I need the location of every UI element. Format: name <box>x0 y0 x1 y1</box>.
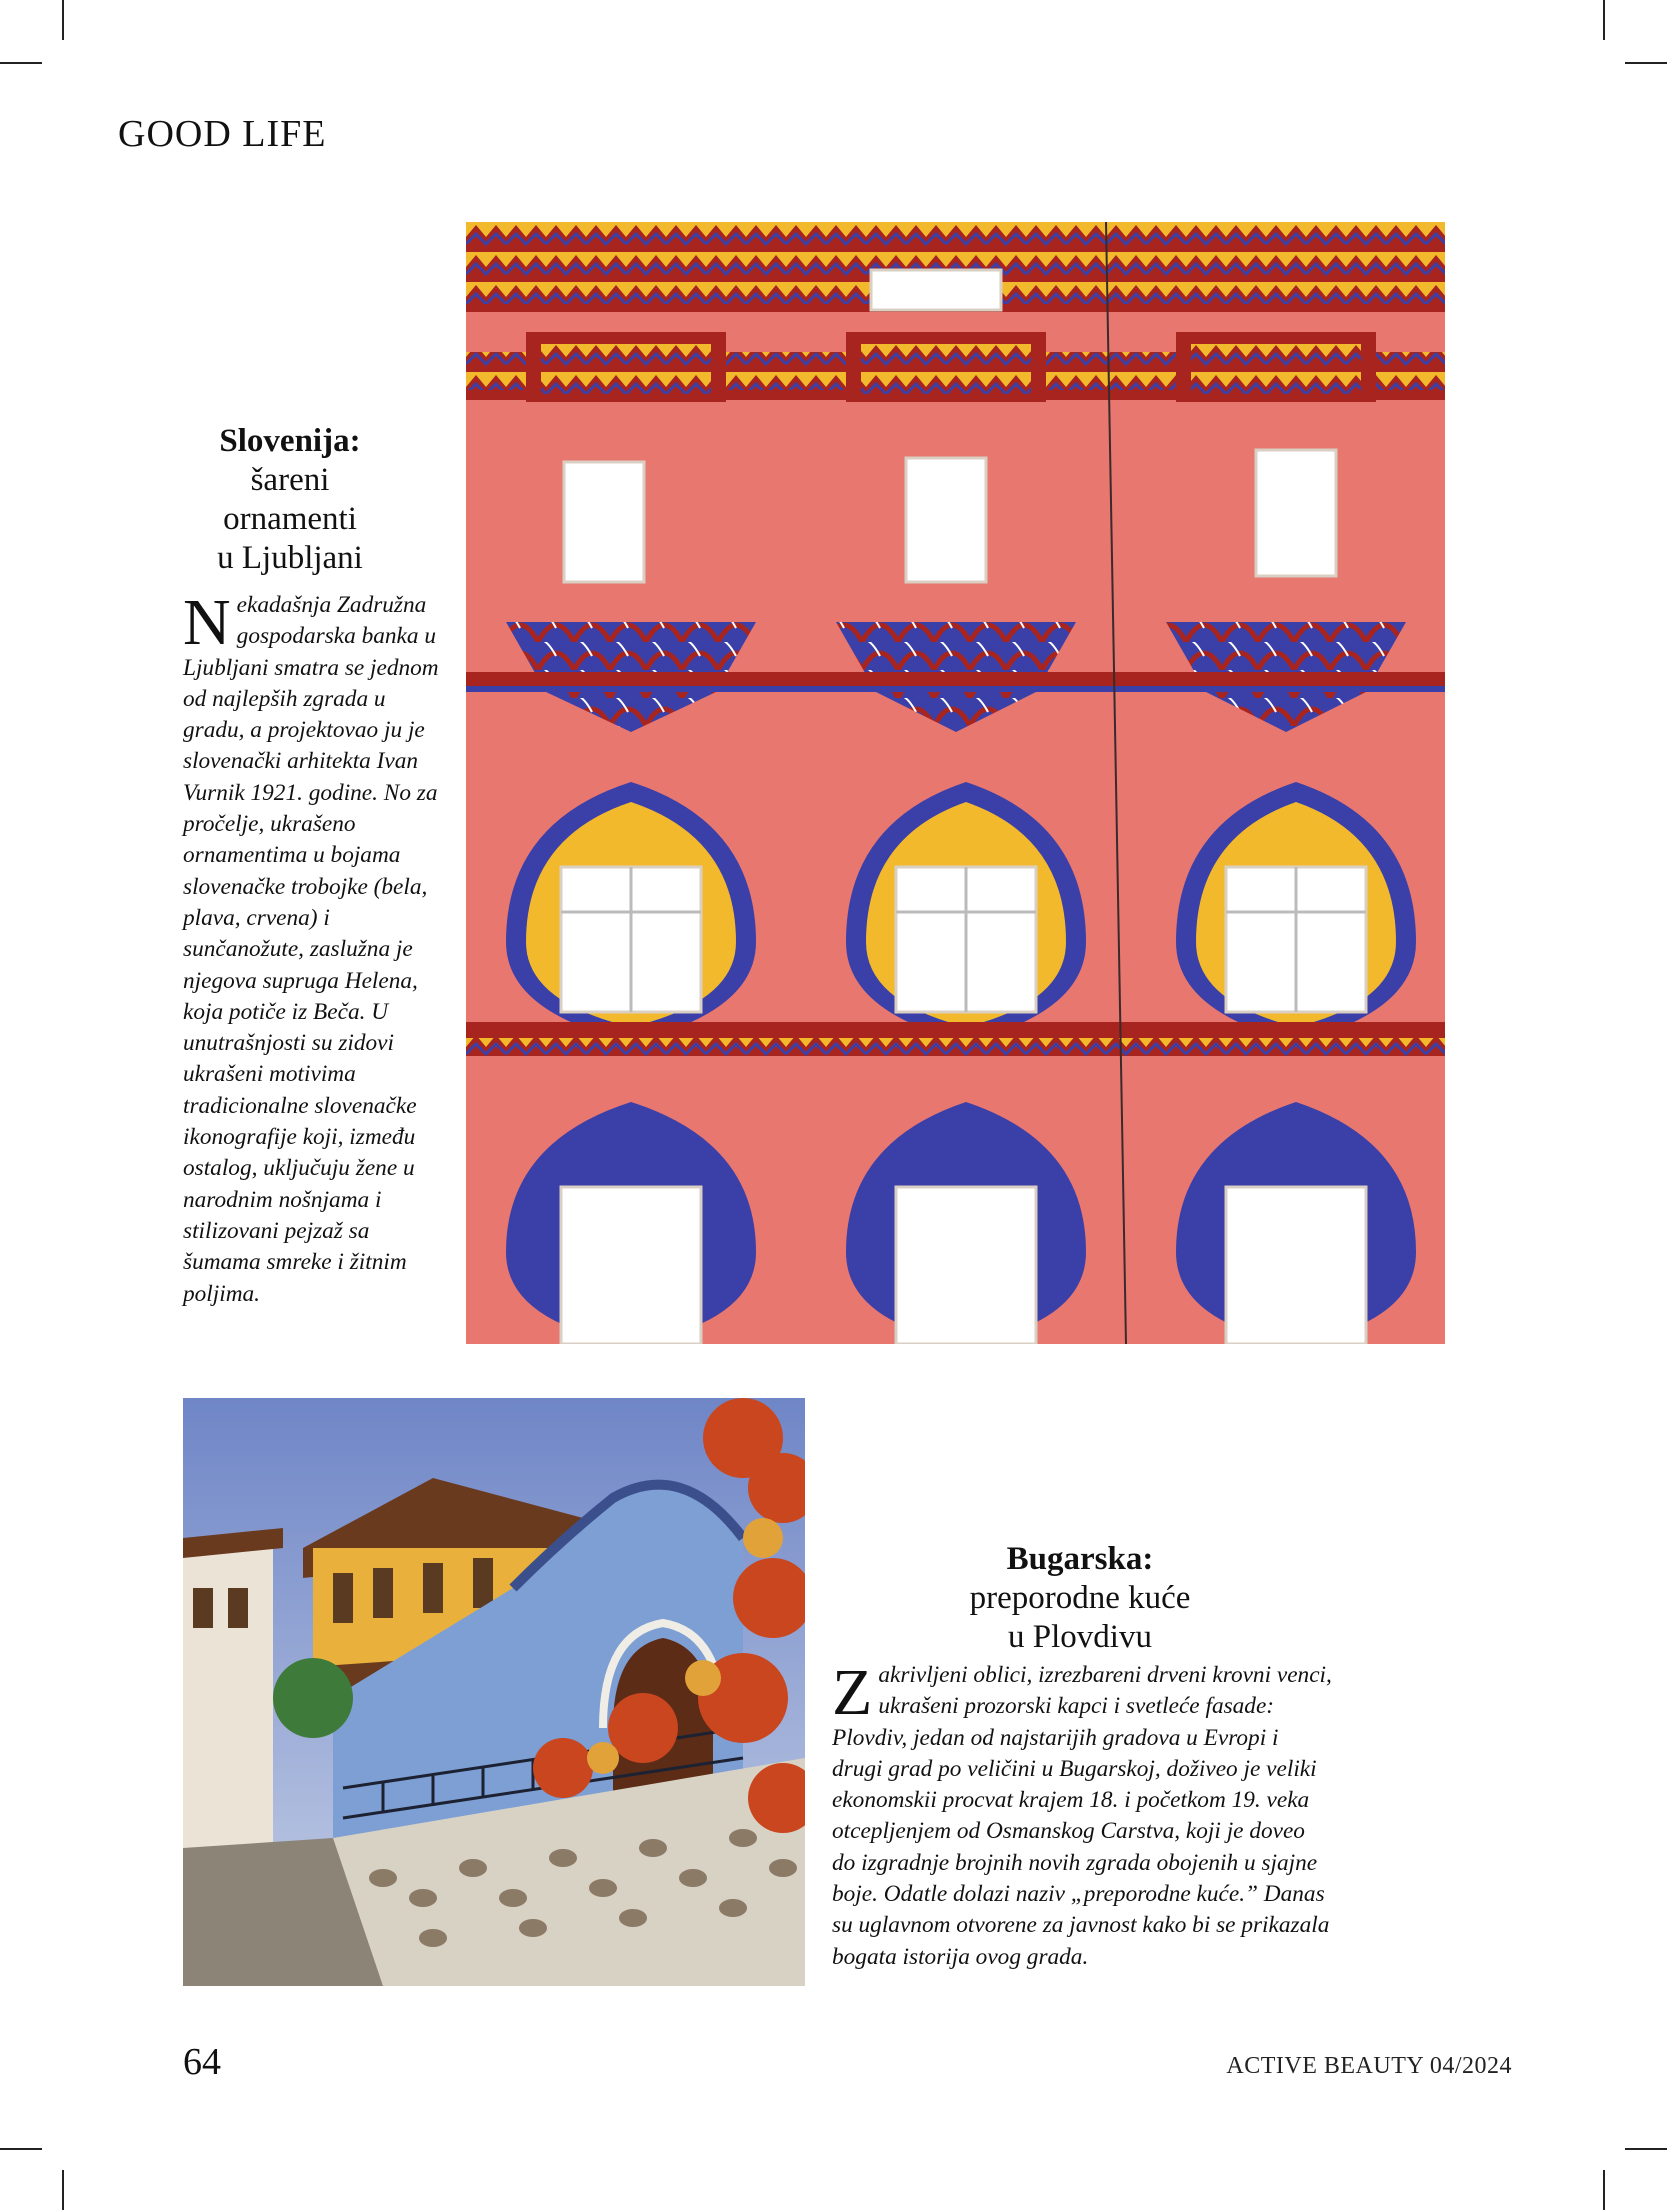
crop-mark <box>62 0 64 40</box>
plovdiv-houses-photo <box>183 1398 805 1986</box>
crop-mark <box>1625 62 1667 64</box>
bulgaria-subtitle-line: preporodne kuće <box>969 1579 1191 1616</box>
bay-windows <box>526 332 1376 402</box>
bulgaria-heading <box>900 1540 1260 1657</box>
slovenia-dropcap: N <box>183 586 231 659</box>
crop-mark <box>1625 2148 1667 2150</box>
crop-mark <box>0 2148 42 2150</box>
ljubljana-facade-photo <box>466 222 1445 1344</box>
magazine-issue: ACTIVE BEAUTY 04/2024 <box>1226 2053 1512 2079</box>
bulgaria-body <box>832 1656 1332 1973</box>
page-number: 64 <box>183 2041 221 2083</box>
slovenia-heading <box>200 422 380 578</box>
slovenia-body-text: ekadašnja Zadružna gospodarska banka u Ljubljani smatra se jednom od najlepših zgrada u gradu, a projektovao ju je slovenački arhitekta Ivan Vurnik 1921. godine. No za pročelje, ukrašeno ornamentima u bojama slovenačke trobojke (bela, plava, crvena) i sunčanožute, zaslužna je njegova supruga Helena, koja potiče iz Beča. U unutrašnjosti su zidovi ukrašeni motivima tradicionalne slovenačke ikonografije koji, između ostalog, uključuju žene u narodnim nošnjama i stilizovani pejzaž sa šumama smreke i žitnim poljima. <box>183 592 439 1307</box>
bulgaria-body-text: akrivljeni oblici, izrezbareni drveni krovni venci, ukrašeni prozorski kapci i svetleće fasade: Plovdiv, jedan od najstarijih gradova u Evropi i drugi grad po veličini u Bugarskoj, doživeo je veliki ekonomskii procvat krajem 18. i početkom 19. veka otcepljenjem od Osmanskog Carstva, koji je doveo do izgradnje brojnih novih zgrada obojenih u sjajne boje. Odatle dolazi naziv „preporodne kuće.” Danas su uglavnom otvorene za javnost kako bi se prikazala bogata istorija ovog grada. <box>832 1662 1332 1970</box>
bulgaria-country: Bugarska: <box>1006 1541 1154 1577</box>
slovenia-subtitle-line: ornamenti <box>223 500 357 537</box>
slovenia-subtitle-line: u Ljubljani <box>217 539 363 576</box>
slovenia-body <box>183 586 443 1310</box>
crop-mark <box>62 2170 64 2210</box>
slovenia-country: Slovenija: <box>219 423 361 459</box>
crop-mark <box>0 62 42 64</box>
slovenia-subtitle-line: šareni <box>250 461 330 498</box>
section-label: GOOD LIFE <box>118 113 327 155</box>
crop-mark <box>1603 0 1605 40</box>
bulgaria-subtitle-line: u Plovdivu <box>1008 1618 1152 1655</box>
bulgaria-dropcap: Z <box>832 1656 873 1729</box>
crop-mark <box>1603 2170 1605 2210</box>
